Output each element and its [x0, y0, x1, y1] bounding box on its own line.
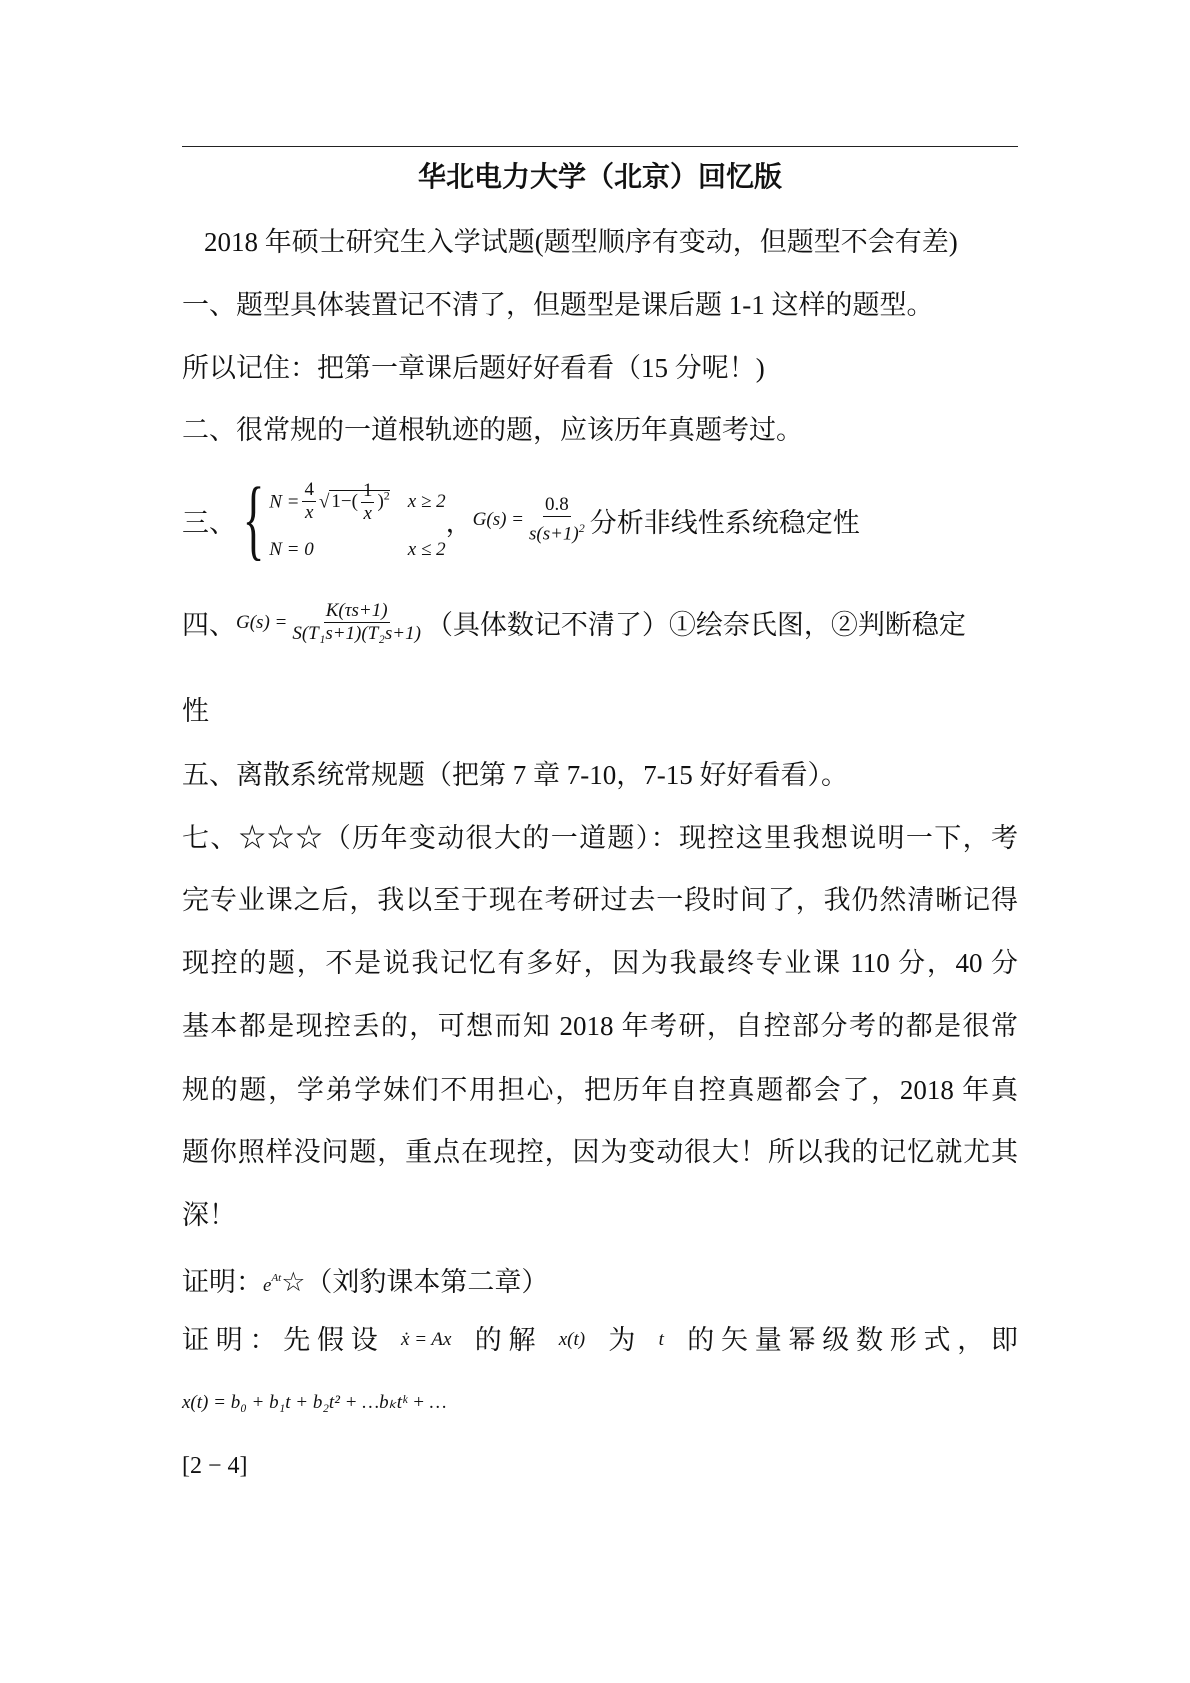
comma: ，	[445, 507, 473, 538]
condition-2: x ≤ 2	[407, 539, 446, 561]
q4-num: K(τs+1)	[325, 600, 388, 621]
q1-line-2: 所以记住：把第一章课后题好好看看（15 分呢！)	[182, 353, 765, 383]
q7-line: 基本都是现控丢的，可想而知 2018 年考研，自控部分考的都是很常	[182, 1011, 1018, 1041]
frac-den: x	[304, 501, 314, 523]
condition-1: x ≥ 2	[407, 491, 446, 512]
q3-label: 三、	[182, 507, 236, 538]
q7-line: 现控的题，不是说我记忆有多好，因为我最终专业课 110 分，40 分	[182, 948, 1018, 978]
page-title: 华北电力大学（北京）回忆版	[417, 162, 782, 193]
g-eq: G(s) =	[236, 611, 288, 633]
proof-heading: 证明：$e^{At}☆$（刘豹课本第二章）	[182, 1267, 549, 1297]
n-zero: N = 0	[269, 539, 314, 561]
q3-text: 分析非线性系统稳定性	[589, 507, 860, 538]
g-eq: G(s) =	[472, 509, 524, 530]
q5: 五、离散系统常规题（把第 7 章 7-10，7-15 好好看看）。	[182, 760, 848, 790]
subtitle: 2018 年硕士研究生入学试题(题型顺序有变动，但题型不会有差)	[204, 227, 958, 257]
q2: 二、很常规的一道根轨迹的题，应该历年真题考过。	[182, 415, 803, 445]
q1-line-1: 一、题型具体装置记不清了，但题型是课后题 1-1 这样的题型。	[182, 290, 934, 320]
top-rule	[182, 146, 1018, 147]
q4-cont: 性	[182, 696, 209, 726]
sqrt-body: 1−( $\frac{1}{x}$ )$^2$	[331, 480, 390, 525]
q4-den: S(T₁s+1)(T₂s+1)	[292, 623, 421, 644]
series-formula: x(t) = b₀ + b₁t + b₂t² + …bₖtᵏ + …	[182, 1392, 447, 1413]
q7-line: 深！	[182, 1200, 236, 1230]
q3	[182, 470, 1018, 569]
q4-label: 四、	[182, 610, 236, 640]
q4-text: （具体数记不清了）①绘奈氏图，②判断稳定	[425, 610, 966, 640]
q7-line: 七、☆☆☆（历年变动很大的一道题）：现控这里我想说明一下，考	[182, 823, 1018, 853]
frac-num: 4	[304, 478, 314, 500]
g-num: 0.8	[544, 494, 569, 516]
brace: {	[242, 470, 265, 569]
q7-line: 完专业课之后，我以至于现在考研过去一段时间了，我仍然清晰记得	[182, 885, 1018, 915]
n-eq: N =	[269, 491, 300, 513]
q4	[182, 600, 1018, 645]
reference: [2 − 4]	[182, 1453, 248, 1479]
q7-line: 题你照样没问题，重点在现控，因为变动很大！所以我的记忆就尤其	[182, 1137, 1018, 1167]
proof-line: 证 明 ： 先 假 设 ẋ = Ax 的 解 x(t) 为 t 的 矢 量 幂 级 数 形 式 ， 即	[182, 1325, 1018, 1355]
g-den: $s(s+1)^2$	[528, 521, 585, 545]
piecewise-function: N = $\frac{4}{x}$ √ 1−( $\frac{1}{x}$ )$^2$ x ≥ 2 N = 0 x ≤ 2	[269, 478, 446, 561]
q7-line: 规的题，学弟学妹们不用担心，把历年自控真题都会了，2018 年真	[182, 1075, 1018, 1105]
